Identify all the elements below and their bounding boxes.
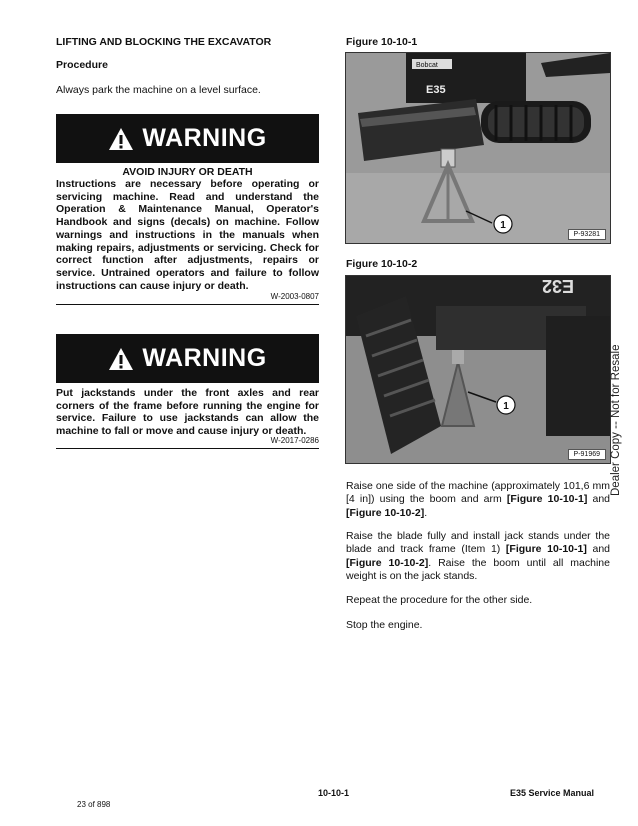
instruction-repeat: Repeat the procedure for the other side. — [346, 594, 533, 606]
warning-1-body: Instructions are necessary before operating or servicing machine. Read and understand the Operation & Maintenance Manual, Operator's Handbook and signs (decals) on machine. Follow warnings and instructions in the manuals when making repairs, adjustments or servicing. Check for correct function after adjustments, repairs or service. Untrained operators and failure to follow instructions can cause injury or death. — [56, 178, 319, 292]
dealer-copy-text: Dealer Copy -- Not for Resale — [610, 344, 622, 496]
figure-2-ref: [Figure 10-10-2] — [346, 506, 425, 519]
section-heading: LIFTING AND BLOCKING THE EXCAVATOR — [56, 36, 272, 48]
footer-section-number: 10-10-1 — [318, 788, 350, 798]
warning-1-rule — [56, 304, 319, 305]
procedure-subheading: Procedure — [56, 59, 108, 71]
warning-2-code: W-2017-0286 — [270, 436, 319, 445]
warning-2-rule — [56, 448, 319, 449]
excavator-blade-jackstand-illustration — [346, 53, 610, 243]
warning-triangle-icon — [108, 347, 134, 371]
figure-1-ref: [Figure 10-10-1] — [505, 543, 587, 556]
figure-1-ref: [Figure 10-10-1] — [506, 493, 588, 506]
warning-2-body: Put jackstands under the front axles and rear corners of the frame before running the engine for service. Failure to use jackstands can allow the machine to fall or move and cause injury or death. — [56, 387, 319, 438]
warning-triangle-icon — [108, 127, 134, 151]
footer-page-count: 23 of 898 — [77, 800, 111, 809]
figure-1-photo-code: P-93281 — [568, 229, 606, 240]
instruction-install-jackstands: Raise the blade fully and install jack stands under the blade and track frame (Item 1) [Figure 10-10-1] and [Figure 10-10-2]. Raise the boom until all machine weight is on the jack stands. — [346, 530, 611, 582]
callout-1: 1 — [500, 220, 506, 231]
machine-model-label: E32 — [541, 276, 574, 296]
dealer-copy-sidebar — [600, 330, 628, 500]
warning-1-title: AVOID INJURY OR DEATH — [122, 166, 253, 178]
figure-1-photo — [345, 52, 611, 244]
instruction-raise-machine: Raise one side of the machine (approximately 101,6 mm [4 in]) using the boom and arm [Figure 10-10-1] and [Figure 10-10-2]. — [346, 480, 611, 519]
figure-2-photo-code: P-91969 — [568, 449, 606, 460]
figure-2-ref: [Figure 10-10-2] — [346, 556, 429, 569]
brand-label: Bobcat — [416, 62, 438, 69]
warning-1-code: W-2003-0807 — [270, 292, 319, 301]
warning-banner-2 — [56, 334, 319, 383]
callout-1: 1 — [503, 401, 509, 412]
machine-model-label: E35 — [426, 84, 446, 96]
warning-label-2: WARNING — [142, 344, 267, 372]
warning-banner-1 — [56, 114, 319, 163]
warning-label-1: WARNING — [142, 124, 267, 152]
figure-2-photo — [345, 275, 611, 464]
instruction-stop-engine: Stop the engine. — [346, 619, 423, 631]
track-frame-jackstand-illustration — [346, 276, 610, 463]
figure-1-title: Figure 10-10-1 — [346, 36, 418, 48]
figure-2-title: Figure 10-10-2 — [346, 258, 418, 270]
park-instruction: Always park the machine on a level surface. — [56, 84, 261, 96]
footer-manual-title: E35 Service Manual — [510, 788, 595, 798]
